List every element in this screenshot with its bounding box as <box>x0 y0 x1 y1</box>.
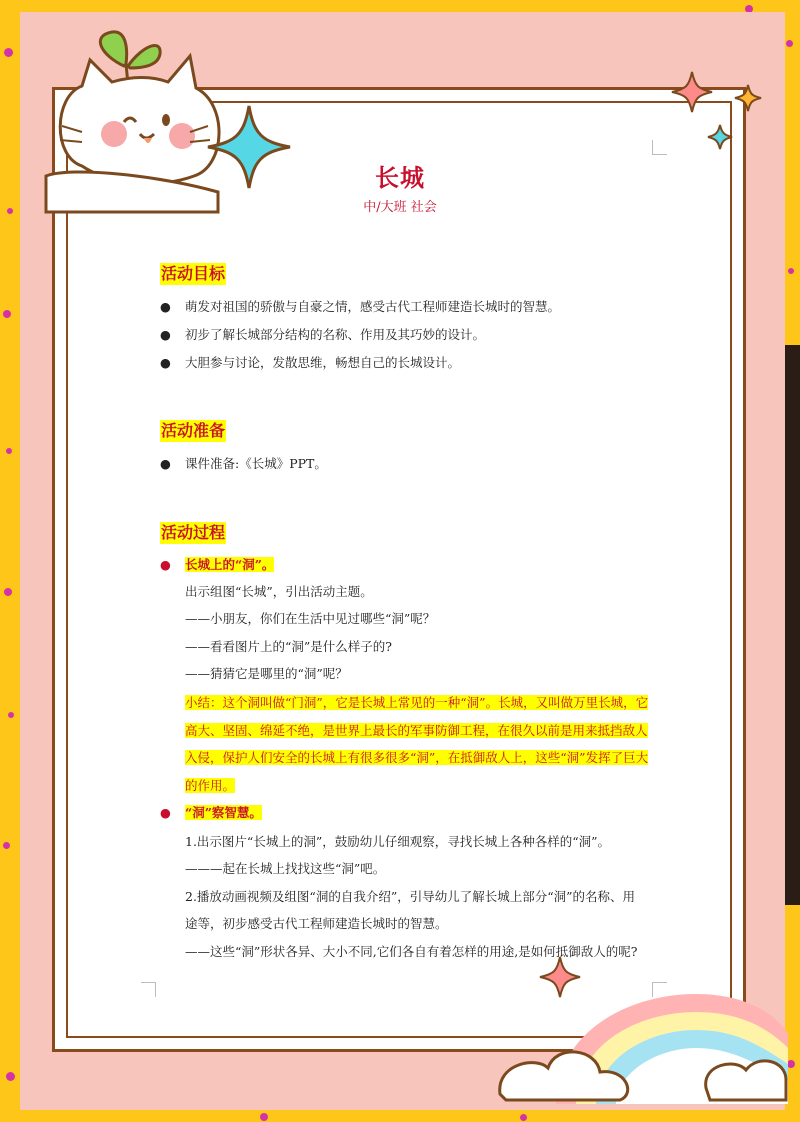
sparkle-star-icon <box>707 124 733 150</box>
list-item-text: 大胆参与讨论，发散思维，畅想自己的长城设计。 <box>185 355 461 370</box>
paragraph-line: 2.播放动画视频及组图“洞的自我介绍”，引导幼儿了解长城上部分“洞”的名称、用 <box>185 889 635 904</box>
paragraph-line: ——看看图片上的“洞”是什么样子的? <box>185 639 392 654</box>
summary-text: 小结：这个洞叫做“门洞”，它是长城上常见的一种“洞”。长城，又叫做万里长城，它高大、坚固、绵延不绝，是世界上最长的军事防御工程，在很久以前是用来抵挡敌人入侵，保护人们安全的长城上有很多很多“洞”，在抵御敌人上，这些“洞”发挥了巨大的作用。 <box>185 695 649 793</box>
list-item-text: 萌发对祖国的骄傲与自豪之情，感受古代工程师建造长城时的智慧。 <box>185 299 561 314</box>
summary-paragraph <box>185 689 655 799</box>
bullet-icon: ● <box>160 456 171 471</box>
paragraph-line: 1.出示图片“长城上的洞”，鼓励幼儿仔细观察，寻找长城上各种各样的“洞”。 <box>185 834 610 849</box>
sparkle-star-icon <box>734 84 762 112</box>
bullet-icon: ● <box>160 327 171 342</box>
subsection-title: “洞”察智慧。 <box>185 805 262 820</box>
sparkle-star-icon <box>670 70 714 114</box>
section-heading-process: 活动过程 <box>161 523 226 542</box>
list-item <box>160 297 560 317</box>
list-item <box>160 353 460 373</box>
paragraph-line: ——这些“洞”形状各异、大小不同,它们各自有着怎样的用途,是如何抵御敌人的呢? <box>185 944 638 959</box>
paragraph-line: 出示组图“长城”，引出活动主题。 <box>185 584 373 599</box>
subsection-heading <box>160 803 262 823</box>
section-heading-goals: 活动目标 <box>161 264 226 283</box>
subsection-title: 长城上的“洞”。 <box>185 557 275 572</box>
paragraph-line: ——猜猜它是哪里的“洞”呢？ <box>185 666 348 681</box>
crop-mark <box>652 140 667 155</box>
bullet-icon: ● <box>160 299 171 314</box>
bullet-icon: ● <box>160 355 171 370</box>
subsection-heading <box>160 555 274 575</box>
paragraph-line: 途等，初步感受古代工程师建造长城时的智慧。 <box>185 916 448 931</box>
bullet-icon: ● <box>160 557 171 572</box>
crop-mark <box>141 982 156 997</box>
section-heading-prep: 活动准备 <box>161 421 226 440</box>
paragraph-line: ———起在长城上找找这些“洞”吧。 <box>185 861 386 876</box>
document-subtitle: 中/大班 社会 <box>363 200 437 215</box>
bullet-icon: ● <box>160 805 171 820</box>
list-item-text: 课件准备:《长城》PPT。 <box>185 456 327 471</box>
list-item-text: 初步了解长城部分结构的名称、作用及其巧妙的设计。 <box>185 327 486 342</box>
background-edge <box>785 345 800 905</box>
list-item <box>160 454 327 474</box>
paragraph-line: ——小朋友，你们在生活中见过哪些“洞”呢？ <box>185 611 436 626</box>
rainbow-cloud-icon <box>496 984 788 1104</box>
document-title: 长城 <box>375 163 425 192</box>
list-item <box>160 325 485 345</box>
